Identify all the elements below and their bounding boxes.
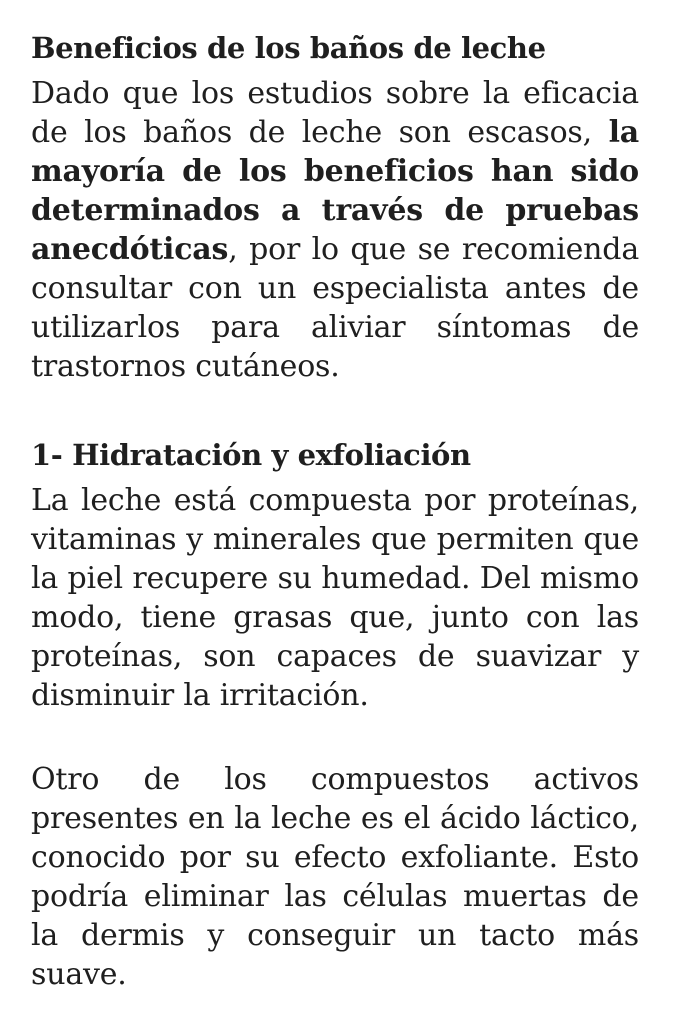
paragraph-spacer xyxy=(31,715,639,754)
benefits-paragraph-bold-text: la mayoría de los beneficios han sido determinados a través de pruebas anecdóticas xyxy=(31,115,639,267)
section-spacer xyxy=(31,386,639,435)
hydration-paragraph: La leche está compuesta por proteínas, vitaminas y minerales que permiten que la piel recupere su humedad. Del mismo modo, tiene grasas que, junto con las proteínas, son capaces de suavizar y disminuir la irritación. xyxy=(31,483,639,713)
article xyxy=(31,28,639,994)
benefits-paragraph xyxy=(31,74,639,386)
benefits-paragraph-text-after: , por lo que se recomienda consultar con un especialista antes de utilizarlos para aliviar síntomas de trastornos cutáneos. xyxy=(31,232,639,384)
benefits-paragraph-text-before: Dado que los estudios sobre la eficacia de los baños de leche son escasos, xyxy=(31,76,639,150)
hydration-section xyxy=(31,435,639,994)
hydration-heading: 1- Hidratación y exfoliación xyxy=(31,438,471,472)
lactic-acid-paragraph: Otro de los compuestos activos presentes en la leche es el ácido láctico, conocido por su efecto exfoliante. Esto podría eliminar las células muertas de la dermis y conseguir un tacto más suave. xyxy=(31,762,639,992)
benefits-heading: Beneficios de los baños de leche xyxy=(31,31,546,65)
benefits-section xyxy=(31,28,639,386)
